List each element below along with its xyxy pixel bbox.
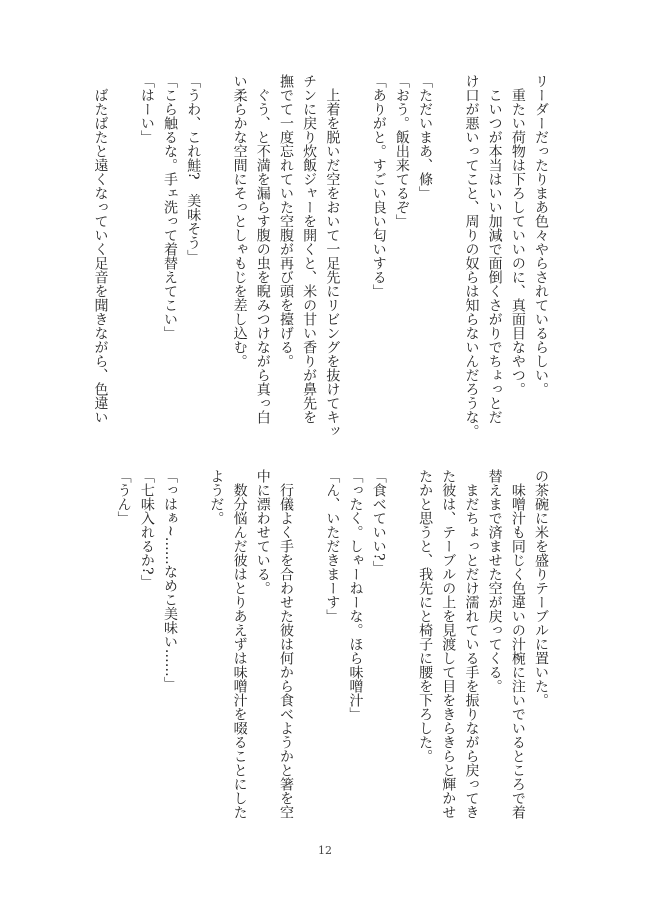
dialogue-column: 「ん、いただきまーす」 [324,469,341,623]
text-column: ぐう、と不満を漏らす腹の虫を睨みつけながら真っ白 [254,74,271,424]
text-column: まだちょっとだけ濡れている手を振りながら戻ってき [463,469,480,819]
dialogue-column: 「ただいまあ、條」 [417,74,434,200]
dialogue-column: 「っはぁ~……なめこ美味い……」 [162,469,178,691]
blank-column [111,74,134,454]
text-column: こいつが本当はいい加減で面倒くさがりでちょっとだ [486,74,503,424]
text-column: 中に漂わせている。 [254,469,271,595]
dialogue-column: 「うん」 [115,469,132,525]
text-column: ようだ。 [208,469,225,525]
dialogue-column: 「おう。飯出来てるぞ」 [393,74,410,228]
dialogue-column: 「食べていい?」 [370,469,387,575]
text-column: け口が悪いってこと、周りの奴らは知らないんだろうな。 [463,74,480,438]
dialogue-column: 「七味入れるか?」 [138,469,155,589]
page-number: 12 [318,844,332,857]
blank-column [343,74,366,454]
text-column: た彼は、テーブルの上を見渡して目をきらきらと輝かせ [440,469,457,819]
dialogue-column: 「こら触るな。手ェ洗って着替えてこい」 [162,74,178,340]
text-column: チンに戻り炊飯ジャーを開くと、米の甘い香りが鼻先を [301,74,318,424]
dialogue-column: 「うわ、これ鮭? 美味そう」 [185,74,202,264]
upper-text-block [88,74,552,454]
text-column: い柔らかな空間にそっとしゃもじを差し込む。 [231,74,248,368]
text-column: の茶碗に米を盛りテーブルに置いた。 [533,469,549,707]
blank-column [390,469,413,849]
text-column: 上着を脱いだ空をおいて一足先にリビングを抜けてキッ [324,74,341,438]
text-column: リーダーだったりまあ色々やらされているらしい。 [533,74,549,396]
dialogue-column: 「ったく。しゃーねーな。ほら味噌汁」 [347,469,364,721]
text-column: 行儀よく手を合わせた彼は何から食べようかと箸を空 [277,469,294,819]
text-column: 数分悩んだ彼はとりあえずは味噌汁を啜ることにした [231,469,248,819]
text-column: 替えまで済ませた空が戻ってくる。 [486,469,503,693]
blank-column [436,74,459,454]
blank-column [297,469,320,849]
blank-column [181,469,204,849]
dialogue-column: 「ありがと。すごい良い匂いする」 [370,74,387,298]
lower-text-block [111,469,552,849]
dialogue-column: 「はーい」 [138,74,155,144]
text-column: 味噌汁も同じく色違いの汁椀に注いでいるところで着 [509,469,526,819]
text-column: 撫でて一度忘れていた空腹が再び頭を擡げる。 [277,74,294,368]
blank-column [204,74,227,454]
text-column: ばたばたと遠くなっていく足音を聞きながら、色違い [92,74,109,424]
text-column: たかと思うと、我先にと椅子に腰を下ろした。 [417,469,434,763]
text-column: 重たい荷物は下ろしていいのに、真面目なやつ。 [509,74,526,396]
